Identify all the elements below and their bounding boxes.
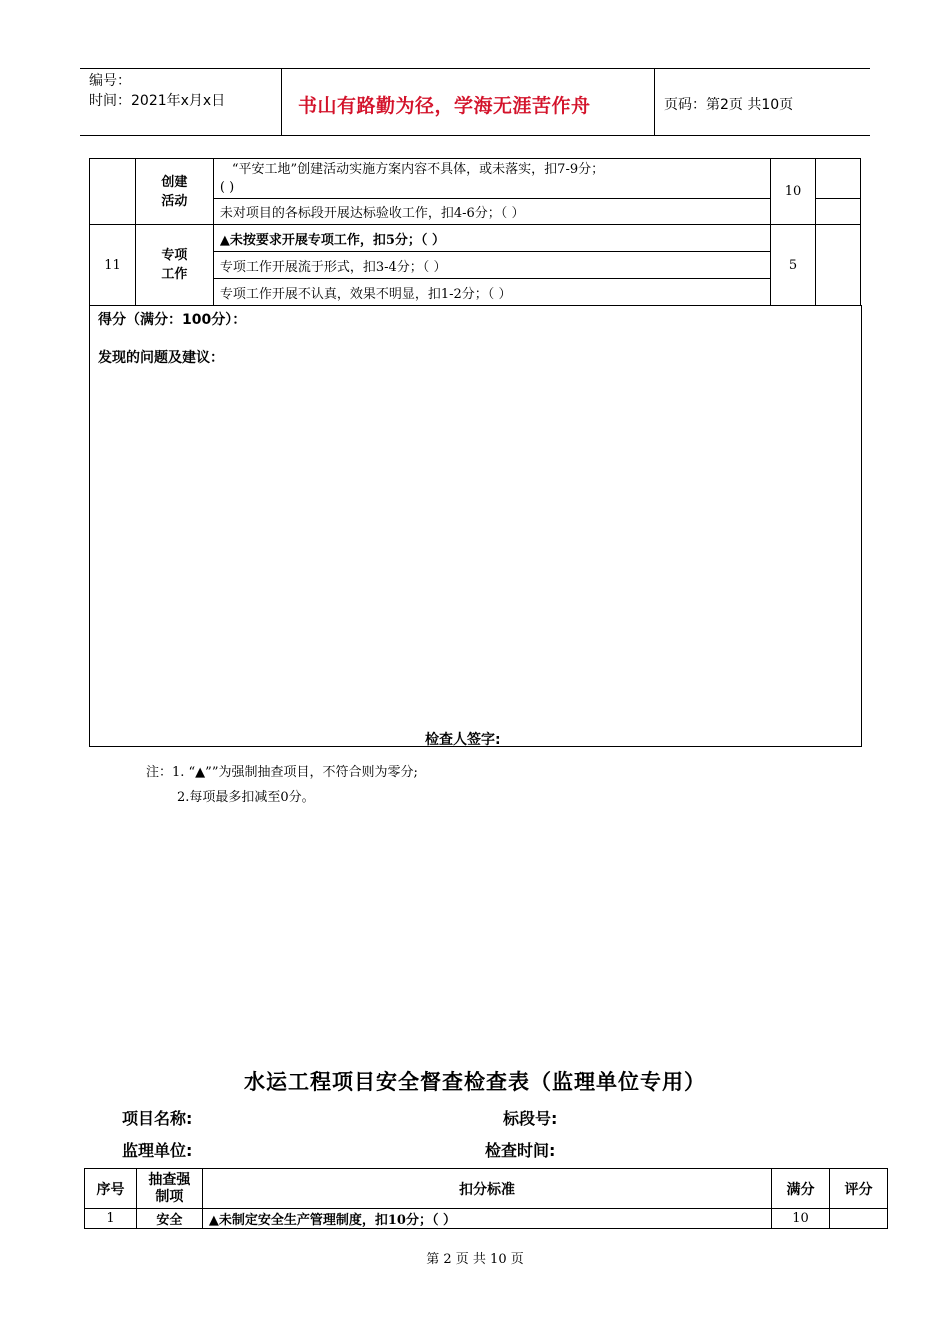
row-number-cell	[90, 159, 136, 225]
full-score-cell: 10	[772, 1209, 830, 1229]
criteria-text: “平安工地”创建活动实施方案内容不具体，或未落实，扣7-9分；	[231, 162, 605, 177]
score-and-comments-box	[89, 305, 862, 747]
header-time-label: 时间：2021年x月x日	[89, 93, 226, 109]
header-divider-left	[281, 68, 282, 135]
category-cell	[135, 225, 213, 306]
criteria-cell: 专项工作开展流于形式，扣3-4分；（ ）	[213, 252, 770, 279]
score-cell	[816, 199, 861, 225]
check-time-label: 检查时间:	[485, 1141, 556, 1160]
header-full-score: 满分	[772, 1169, 830, 1209]
category-line: 工作	[161, 267, 188, 282]
criteria-text-continued: ( )	[219, 180, 235, 195]
table-row	[85, 1209, 888, 1229]
supervision-check-table	[84, 1168, 888, 1229]
category-cell	[135, 159, 213, 225]
header-top-rule	[80, 68, 870, 69]
header-divider-right	[654, 68, 655, 135]
criteria-cell	[213, 159, 770, 199]
criteria-cell: ▲未制定安全生产管理制度，扣10分；（ ）	[202, 1209, 771, 1229]
row-number-cell: 11	[90, 225, 136, 306]
row-number-cell: 1	[85, 1209, 137, 1229]
criteria-cell: 专项工作开展不认真，效果不明显，扣1-2分；（ ）	[213, 279, 770, 306]
full-score-cell: 5	[771, 225, 816, 306]
header-category	[136, 1169, 202, 1209]
score-label: 得分（满分：100分）：	[98, 312, 247, 328]
inspector-signature-label: 检查人签字:	[425, 732, 501, 748]
header-serial-label: 编号：	[89, 73, 131, 89]
category-line: 活动	[161, 193, 188, 209]
table-row	[90, 225, 861, 252]
header-criteria: 扣分标准	[202, 1169, 771, 1209]
header-bottom-rule	[80, 135, 870, 136]
header-category-line: 抽查强	[148, 1171, 191, 1188]
header-page-code: 页码：第2页 共10页	[664, 97, 794, 113]
score-cell	[816, 159, 861, 199]
header-score: 评分	[830, 1169, 888, 1209]
project-name-label: 项目名称:	[122, 1109, 193, 1128]
category-cell: 安全	[136, 1209, 202, 1229]
score-cell	[830, 1209, 888, 1229]
category-line: 专项	[161, 248, 188, 263]
supervisor-unit-label: 监理单位:	[122, 1141, 193, 1160]
note-line-2: 2.每项最多扣减至0分。	[177, 790, 315, 805]
page-footer: 第 2 页 共 10 页	[426, 1252, 524, 1267]
table-row	[90, 159, 861, 199]
note-line-1: 注：1. “▲””为强制抽查项目，不符合则为零分;	[146, 765, 418, 780]
header-no: 序号	[85, 1169, 137, 1209]
header-category-line: 制项	[155, 1188, 184, 1205]
form-title: 水运工程项目安全督查检查表（监理单位专用）	[244, 1070, 706, 1094]
table-header-row	[85, 1169, 888, 1209]
issues-label: 发现的问题及建议：	[98, 350, 224, 366]
full-score-cell: 10	[771, 159, 816, 225]
inspection-table-continued	[89, 158, 861, 306]
header-motto: 书山有路勤为径，学海无涯苦作舟	[298, 95, 591, 117]
section-number-label: 标段号:	[503, 1109, 558, 1128]
category-line: 创建	[161, 174, 188, 190]
score-cell	[816, 225, 861, 306]
criteria-cell: ▲未按要求开展专项工作，扣5分；（ ）	[213, 225, 770, 252]
criteria-cell: 未对项目的各标段开展达标验收工作，扣4-6分；（ ）	[213, 199, 770, 225]
